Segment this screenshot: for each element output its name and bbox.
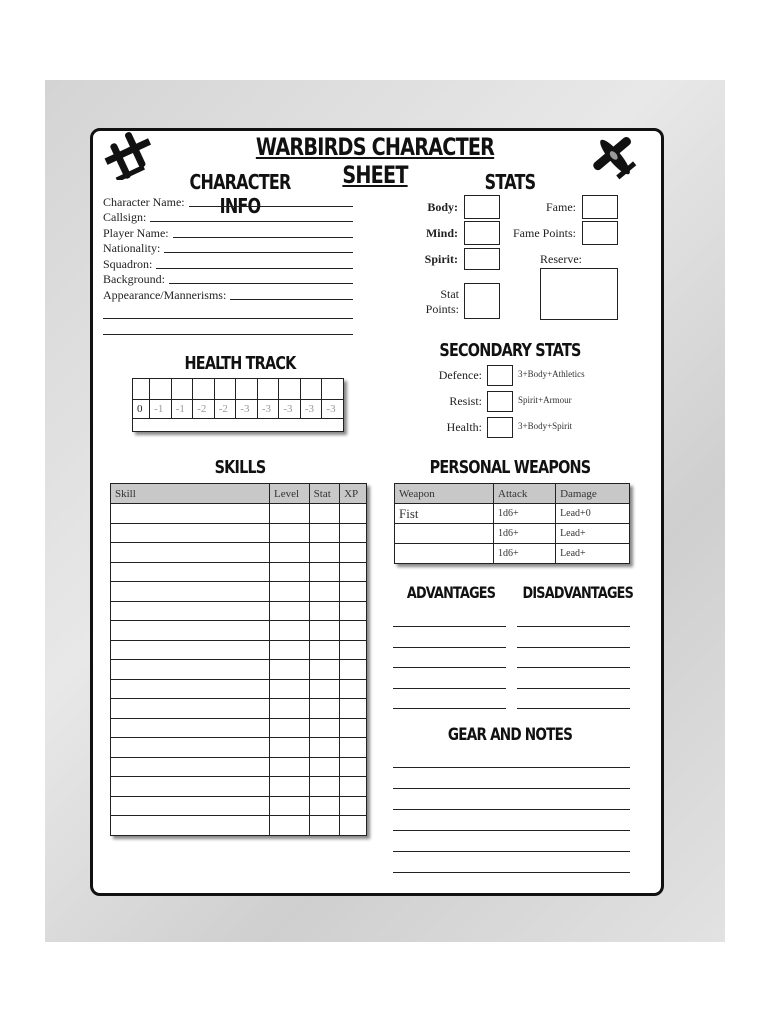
skill-cell[interactable] [111,543,270,563]
character-field [103,194,353,210]
skill-cell[interactable] [111,796,270,816]
skill-cell[interactable] [270,601,310,621]
mind-label: Mind: [425,226,458,240]
field-label: Squadron: [103,256,153,271]
skill-cell[interactable] [309,601,339,621]
health-box[interactable] [236,379,258,400]
table-row [111,523,367,543]
skill-cell[interactable] [340,777,367,797]
secondary-stat-label: Health: [446,420,482,434]
skill-cell[interactable] [111,582,270,602]
skill-cell[interactable] [270,718,310,738]
field-input[interactable] [169,283,353,284]
spirit-input[interactable] [464,248,500,270]
stat-points-input[interactable] [464,283,500,319]
skill-cell[interactable] [309,660,339,680]
skill-cell[interactable] [270,582,310,602]
skill-cell[interactable] [111,621,270,641]
advantage-line[interactable] [393,688,506,689]
table-row [395,544,630,564]
skill-cell[interactable] [340,621,367,641]
table-row [111,582,367,602]
skill-cell[interactable] [270,523,310,543]
field-input[interactable] [150,221,353,222]
field-label: Nationality: [103,241,161,255]
health-penalty: -1 [171,400,193,419]
health-penalty: -3 [279,400,301,419]
skill-cell[interactable] [111,562,270,582]
skill-cell[interactable] [309,679,339,699]
disadvantage-line[interactable] [517,667,630,668]
gear-notes-heading: GEAR AND NOTES [447,725,573,745]
field-label: Background: [103,272,165,286]
personal-weapons-heading: PERSONAL WEAPONS [429,457,591,478]
character-field [103,272,353,288]
health-box[interactable] [279,379,301,400]
appearance-line[interactable] [103,303,353,319]
character-field [103,241,353,257]
skill-cell[interactable] [340,582,367,602]
skill-cell[interactable] [340,738,367,758]
field-input[interactable] [230,299,353,300]
secondary-stat-formula: 3+Body+Athletics [518,369,585,379]
skills-column-header: Skill [111,484,270,504]
skill-cell[interactable] [309,796,339,816]
body-label: Body: [427,200,458,214]
skill-cell[interactable] [340,660,367,680]
skill-cell[interactable] [270,679,310,699]
stat-points-label: Stat Points: [425,287,459,316]
advantage-line[interactable] [393,626,506,627]
skill-cell[interactable] [309,640,339,660]
skill-cell[interactable] [270,738,310,758]
skills-column-header: XP [340,484,367,504]
secondary-stat-formula: 3+Body+Spirit [518,421,573,431]
health-box[interactable] [133,379,150,400]
skill-cell[interactable] [270,621,310,641]
table-row [395,504,630,524]
character-info-fields [103,194,353,335]
table-row [111,562,367,582]
health-penalty: -2 [193,400,215,419]
table-row [111,543,367,563]
advantage-line[interactable] [393,708,506,709]
weapon-cell[interactable]: 1d6+ [494,504,556,524]
health-track [132,378,344,432]
gear-notes-line[interactable] [393,809,630,810]
skill-cell[interactable] [340,699,367,719]
gear-notes-line[interactable] [393,872,630,873]
skill-cell[interactable] [340,757,367,777]
skill-cell[interactable] [111,816,270,836]
health-box[interactable] [257,379,279,400]
skill-cell[interactable] [111,601,270,621]
twin-engine-plane-icon [100,132,155,180]
skill-cell[interactable] [270,699,310,719]
health-penalty: 0 [133,400,150,419]
table-row [111,718,367,738]
stats-heading: STATS [484,170,536,194]
reserve-input[interactable] [540,268,618,320]
skill-cell[interactable] [270,777,310,797]
skill-cell[interactable] [111,660,270,680]
skill-cell[interactable] [270,543,310,563]
character-field [103,256,353,272]
skill-cell[interactable] [340,796,367,816]
table-row [111,816,367,836]
gear-notes-line[interactable] [393,830,630,831]
weapon-cell[interactable]: Lead+ [556,524,630,544]
weapons-column-header: Damage [556,484,630,504]
skill-cell[interactable] [309,816,339,836]
health-box[interactable] [171,379,193,400]
skill-cell[interactable] [309,523,339,543]
weapon-cell[interactable]: 1d6+ [494,544,556,564]
fame-input[interactable] [582,195,618,219]
table-row [111,796,367,816]
skill-cell[interactable] [340,640,367,660]
skill-cell[interactable] [111,738,270,758]
skill-cell[interactable] [309,718,339,738]
health-track-heading: HEALTH TRACK [184,353,296,374]
weapons-table [394,483,630,564]
table-row [395,524,630,544]
advantages-heading: ADVANTAGES [406,583,496,602]
skill-cell[interactable] [340,718,367,738]
health-penalty: -3 [257,400,279,419]
skill-cell[interactable] [111,504,270,524]
secondary-stat-label: Resist: [449,394,482,408]
skill-cell[interactable] [270,640,310,660]
secondary-stat-label: Defence: [438,368,482,382]
skill-cell[interactable] [309,777,339,797]
skill-cell[interactable] [111,523,270,543]
skill-cell[interactable] [309,699,339,719]
fighter-plane-icon [590,132,640,182]
health-penalty: -2 [214,400,236,419]
skill-cell[interactable] [270,562,310,582]
skills-table [110,483,367,836]
weapon-cell[interactable] [395,544,494,564]
disadvantages-heading: DISADVANTAGES [522,583,634,602]
sheet-title: WARBIRDS CHARACTER SHEET [255,133,495,189]
skills-heading: SKILLS [214,457,266,478]
disadvantage-line[interactable] [517,647,630,648]
table-row [111,777,367,797]
weapon-cell[interactable]: Lead+0 [556,504,630,524]
field-input[interactable] [173,237,353,238]
skills-column-header: Stat [309,484,339,504]
skill-cell[interactable] [340,562,367,582]
table-row [111,640,367,660]
fame-label: Fame: [546,200,576,214]
skill-cell[interactable] [111,699,270,719]
advantage-line[interactable] [393,647,506,648]
table-row [111,738,367,758]
skill-cell[interactable] [111,777,270,797]
field-label: Appearance/Mannerisms: [103,287,227,302]
skill-cell[interactable] [340,679,367,699]
weapons-column-header: Weapon [395,484,494,504]
table-row [111,699,367,719]
appearance-line[interactable] [103,319,353,335]
character-field [103,225,353,241]
skill-cell[interactable] [340,523,367,543]
skill-cell[interactable] [270,660,310,680]
skill-cell[interactable] [309,582,339,602]
skill-cell[interactable] [309,757,339,777]
health-box[interactable] [322,379,344,400]
body-input[interactable] [464,195,500,219]
secondary-stat-input[interactable] [487,391,513,412]
skill-cell[interactable] [270,504,310,524]
skill-cell[interactable] [309,504,339,524]
gear-notes-line[interactable] [393,767,630,768]
disadvantage-line[interactable] [517,708,630,709]
field-label: Character Name: [103,194,185,209]
secondary-stats-heading: SECONDARY STATS [439,340,581,361]
table-row [111,621,367,641]
disadvantage-line[interactable] [517,626,630,627]
weapon-cell[interactable]: Lead+ [556,544,630,564]
health-box[interactable] [214,379,236,400]
skill-cell[interactable] [111,757,270,777]
skill-cell[interactable] [309,543,339,563]
skill-cell[interactable] [309,738,339,758]
health-box[interactable] [300,379,322,400]
health-box[interactable] [150,379,172,400]
field-input[interactable] [156,268,353,269]
skill-cell[interactable] [340,504,367,524]
health-penalty: -1 [150,400,172,419]
field-label: Callsign: [103,210,147,224]
skill-cell[interactable] [270,816,310,836]
advantage-line[interactable] [393,667,506,668]
secondary-stat-input[interactable] [487,417,513,438]
mind-input[interactable] [464,221,500,245]
weapons-column-header: Attack [494,484,556,504]
character-field [103,287,353,303]
skill-cell[interactable] [111,640,270,660]
skill-cell[interactable] [309,562,339,582]
secondary-stat-input[interactable] [487,365,513,386]
skills-column-header: Level [270,484,310,504]
skill-cell[interactable] [111,718,270,738]
weapon-cell[interactable]: Fist [395,504,494,524]
weapon-cell[interactable]: 1d6+ [494,524,556,544]
skill-cell[interactable] [340,543,367,563]
field-input[interactable] [164,252,353,253]
table-row [111,601,367,621]
reserve-label: Reserve: [540,252,582,266]
secondary-stat-formula: Spirit+Armour [518,395,572,405]
health-penalty: -3 [236,400,258,419]
skill-cell[interactable] [340,816,367,836]
fame-points-input[interactable] [582,221,618,245]
table-row [111,757,367,777]
spirit-label: Spirit: [424,252,458,266]
skill-cell[interactable] [270,796,310,816]
table-row [111,504,367,524]
health-penalty: -3 [322,400,344,419]
field-input[interactable] [189,206,353,207]
character-info-heading: CHARACTER INFO [189,170,291,218]
disadvantage-line[interactable] [517,688,630,689]
gear-notes-line[interactable] [393,851,630,852]
fame-points-label: Fame Points: [512,226,576,240]
health-box[interactable] [193,379,215,400]
field-label: Player Name: [103,225,169,240]
skill-cell[interactable] [309,621,339,641]
skill-cell[interactable] [111,679,270,699]
health-penalty: -3 [300,400,322,419]
character-field [103,210,353,226]
gear-notes-line[interactable] [393,788,630,789]
skill-cell[interactable] [340,601,367,621]
table-row [111,660,367,680]
skill-cell[interactable] [270,757,310,777]
table-row [111,679,367,699]
weapon-cell[interactable] [395,524,494,544]
